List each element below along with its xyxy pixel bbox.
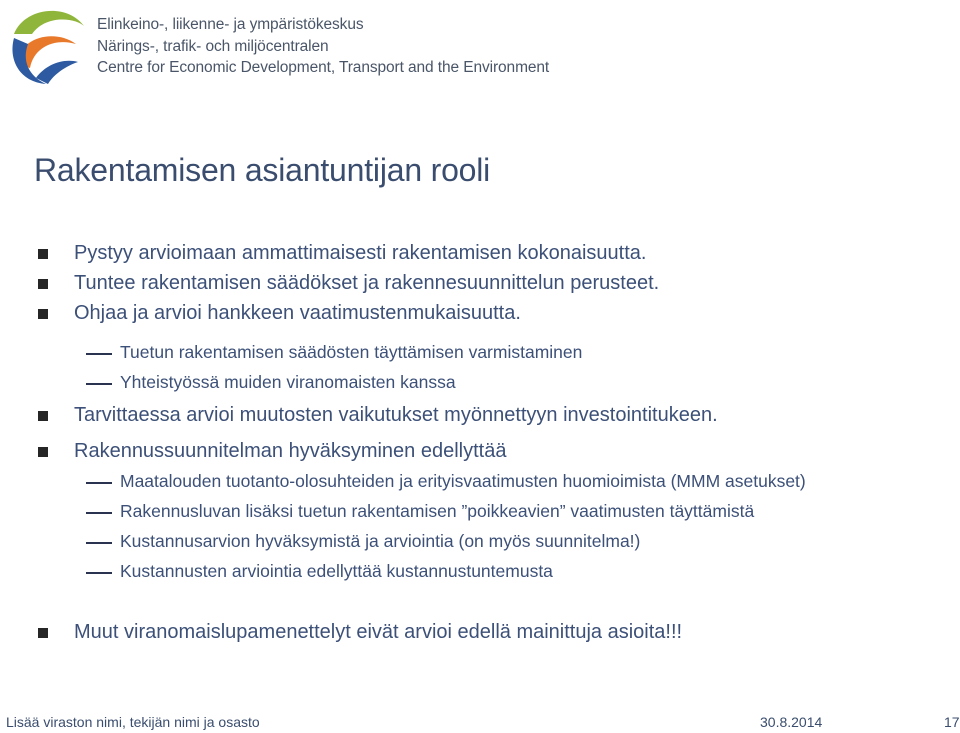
logo-blue-inner <box>36 61 78 84</box>
sub-bullet-item: Rakennusluvan lisäksi tuetun rakentamisen ”poikkeavien” vaatimusten täyttämistä <box>120 501 755 521</box>
org-name-swedish: Närings-, trafik- och miljöcentralen <box>97 37 329 55</box>
square-bullet-icon <box>38 309 48 319</box>
footer-date: 30.8.2014 <box>760 714 823 730</box>
bullet-item: Rakennussuunnitelman hyväksyminen edellyttää <box>74 440 507 462</box>
dash-bullet-icon <box>86 482 112 484</box>
logo-green-swoosh <box>14 11 84 34</box>
dash-bullet-icon <box>86 512 112 514</box>
bullet-item: Pystyy arvioimaan ammattimaisesti rakentamisen kokonaisuutta. <box>74 242 647 264</box>
bullet-item: Tarvittaessa arvioi muutosten vaikutukset myönnettyyn investointitukeen. <box>74 404 718 426</box>
organisation-names <box>97 14 549 79</box>
footer-page-number: 17 <box>944 714 960 730</box>
bullet-item: Muut viranomaislupamenettelyt eivät arvioi edellä mainittuja asioita!!! <box>74 621 683 643</box>
sub-bullet-item: Tuetun rakentamisen säädösten täyttämisen varmistaminen <box>120 342 583 362</box>
square-bullet-icon <box>38 249 48 259</box>
dash-bullet-icon <box>86 542 112 544</box>
sub-bullet-item: Yhteistyössä muiden viranomaisten kanssa <box>120 372 456 392</box>
dash-bullet-icon <box>86 383 112 385</box>
sub-bullet-item: Kustannusarvion hyväksymistä ja arviointia (on myös suunnitelma!) <box>120 531 641 551</box>
slide-title: Rakentamisen asiantuntijan rooli <box>34 152 491 188</box>
footer-author: Lisää viraston nimi, tekijän nimi ja osasto <box>6 714 260 730</box>
ely-centre-logo <box>6 4 84 84</box>
square-bullet-icon <box>38 447 48 457</box>
org-name-finnish: Elinkeino-, liikenne- ja ympäristökeskus <box>97 16 364 33</box>
dash-bullet-icon <box>86 353 112 355</box>
bullet-item: Ohjaa ja arvioi hankkeen vaatimustenmukaisuutta. <box>74 302 521 324</box>
sub-bullet-item: Maatalouden tuotanto-olosuhteiden ja erityisvaatimusten huomioimista (MMM asetukset) <box>120 471 806 491</box>
square-bullet-icon <box>38 279 48 289</box>
square-bullet-icon <box>38 411 48 421</box>
dash-bullet-icon <box>86 572 112 574</box>
bullet-item: Tuntee rakentamisen säädökset ja rakennesuunnittelun perusteet. <box>74 272 660 294</box>
sub-bullet-item: Kustannusten arviointia edellyttää kustannustuntemusta <box>120 561 553 581</box>
square-bullet-icon <box>38 628 48 638</box>
org-name-english: Centre for Economic Development, Transport and the Environment <box>97 59 550 76</box>
